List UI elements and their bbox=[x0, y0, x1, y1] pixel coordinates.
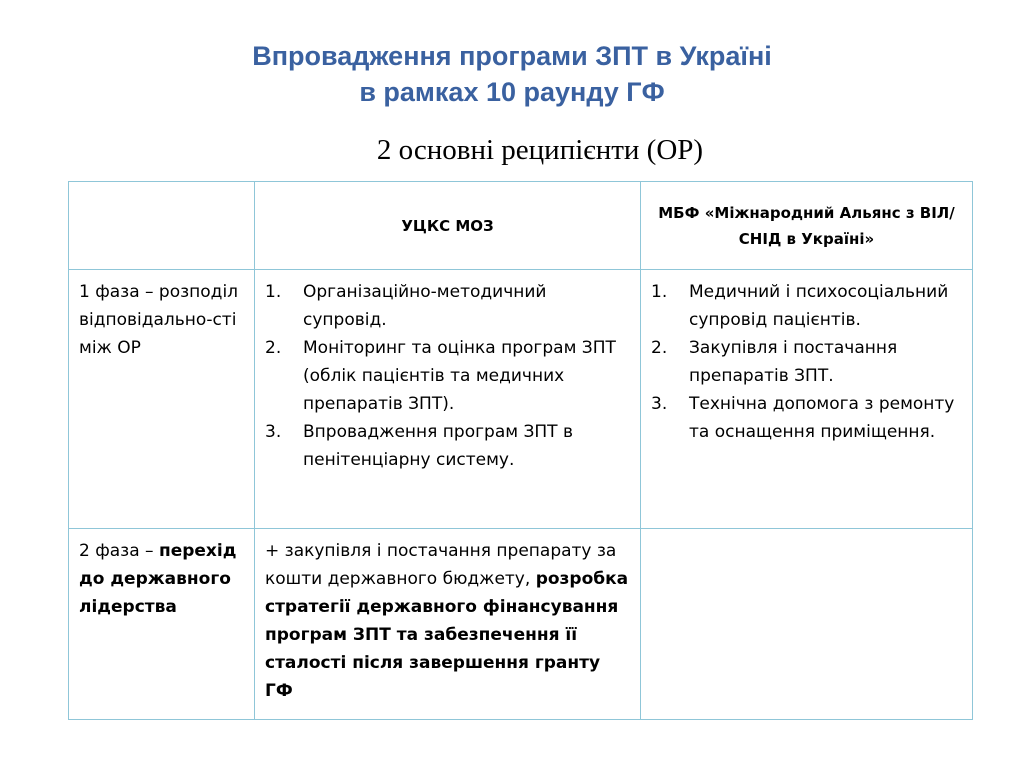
phase1-alliance-cell bbox=[641, 270, 973, 529]
header-cell-alliance: МБФ «Міжнародний Альянс з ВІЛ/СНІД в Україні» bbox=[641, 182, 973, 270]
list-item bbox=[265, 334, 630, 418]
title-line-2: в рамках 10 раунду ГФ bbox=[359, 77, 665, 107]
phase2-label-bold: перехід до державного лідерства bbox=[79, 541, 237, 617]
phase2-label bbox=[69, 529, 255, 720]
phase2-uckc-bold-text: розробка стратегії державного фінансування програм ЗПТ та забезпечення її сталості після завершення гранту ГФ bbox=[265, 569, 629, 701]
subtitle: 2 основні реципієнти (ОР) bbox=[376, 134, 704, 166]
list-item-number: 3. bbox=[265, 422, 282, 442]
list-item-number: 2. bbox=[651, 338, 668, 358]
header-row bbox=[69, 182, 973, 270]
list-item bbox=[265, 278, 630, 334]
list-item-text: Технічна допомога з ремонту та оснащення приміщення. bbox=[689, 394, 955, 442]
list-item bbox=[651, 278, 962, 334]
phase2-row bbox=[69, 529, 973, 720]
page-title bbox=[0, 38, 1024, 110]
phase1-row bbox=[69, 270, 973, 529]
list-item-text: Медичний і психосоціальний супровід пацієнтів. bbox=[689, 282, 949, 330]
list-item-number: 3. bbox=[651, 394, 668, 414]
phase2-uckc-text: + закупівля і постачання препарату за кошти державного бюджету, bbox=[265, 541, 617, 589]
list-item-text: Моніторинг та оцінка програм ЗПТ (облік пацієнтів та медичних препаратів ЗПТ). bbox=[303, 338, 616, 414]
title-line-1: Впровадження програми ЗПТ в Україні bbox=[252, 41, 772, 71]
phase2-alliance-cell bbox=[641, 529, 973, 720]
list-item-text: Закупівля і постачання препаратів ЗПТ. bbox=[689, 338, 898, 386]
phase2-uckc-cell bbox=[255, 529, 641, 720]
phase1-label: 1 фаза – розподіл відповідально-сті між ОР bbox=[69, 270, 255, 529]
list-item-number: 1. bbox=[651, 282, 668, 302]
list-item-text: Організаційно-методичний супровід. bbox=[303, 282, 547, 330]
list-item bbox=[265, 418, 630, 474]
phase1-uckc-cell bbox=[255, 270, 641, 529]
recipients-table bbox=[68, 181, 973, 720]
list-item-text: Впровадження програм ЗПТ в пенітенціарну систему. bbox=[303, 422, 573, 470]
header-cell-empty bbox=[69, 182, 255, 270]
header-cell-uckc: УЦКС МОЗ bbox=[255, 182, 641, 270]
list-item-number: 1. bbox=[265, 282, 282, 302]
list-item bbox=[651, 390, 962, 446]
list-item-number: 2. bbox=[265, 338, 282, 358]
phase1-alliance-list bbox=[651, 278, 962, 446]
phase1-uckc-list bbox=[265, 278, 630, 474]
list-item bbox=[651, 334, 962, 390]
phase2-label-prefix: 2 фаза – bbox=[79, 541, 154, 561]
